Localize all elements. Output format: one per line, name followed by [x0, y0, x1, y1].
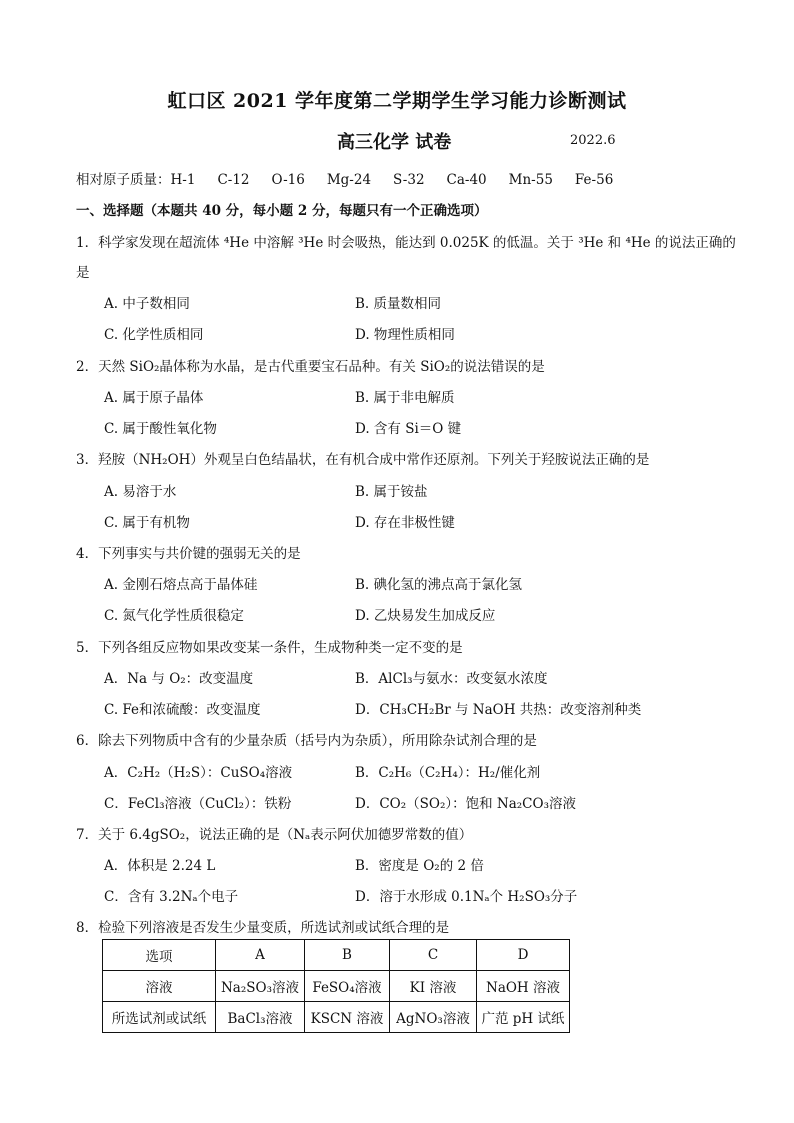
q5-option-a: A．Na 与 O₂：改变温度 — [104, 671, 254, 687]
mass-item: Mn-55 — [508, 172, 553, 188]
question-4-stem: 4．下列事实与共价键的强弱无关的是 — [76, 546, 301, 562]
q3-option-a: A. 易溶于水 — [104, 484, 177, 500]
table-cell: 选项 — [103, 940, 216, 971]
question-2-stem: 2．天然 SiO₂晶体称为水晶，是古代重要宝石品种。有关 SiO₂的说法错误的是 — [76, 359, 545, 375]
mass-item: Ca-40 — [446, 172, 487, 188]
table-cell: NaOH 溶液 — [477, 971, 570, 1002]
table-cell: C — [390, 940, 477, 971]
table-cell: 广范 pH 试纸 — [477, 1002, 570, 1033]
q7-option-b: B．密度是 O₂的 2 倍 — [355, 858, 484, 874]
q7-option-c: C．含有 3.2Nₐ个电子 — [104, 889, 239, 905]
q1-option-c: C. 化学性质相同 — [104, 327, 204, 343]
question-8-stem: 8．检验下列溶液是否发生少量变质，所选试剂或试纸合理的是 — [76, 920, 450, 936]
table-row — [103, 1002, 570, 1033]
exam-title: 虹口区 2021 学年度第二学期学生学习能力诊断测试 — [167, 90, 627, 112]
exam-subtitle: 高三化学 试卷 — [337, 132, 452, 153]
question-7-stem: 7．关于 6.4gSO₂，说法正确的是（Nₐ表示阿伏加德罗常数的值） — [76, 827, 473, 843]
table-cell: B — [305, 940, 390, 971]
table-cell: BaCl₃溶液 — [216, 1002, 305, 1033]
section-heading: 一、选择题（本题共 40 分，每小题 2 分，每题只有一个正确选项） — [76, 203, 488, 219]
q5-option-c: C. Fe和浓硫酸：改变温度 — [104, 702, 261, 718]
table-cell: D — [477, 940, 570, 971]
mass-item: S-32 — [393, 172, 425, 188]
mass-item: O-16 — [271, 172, 305, 188]
atomic-masses — [76, 168, 635, 188]
question-5-stem: 5．下列各组反应物如果改变某一条件，生成物种类一定不变的是 — [76, 640, 463, 656]
q8-table — [102, 939, 570, 1033]
q4-option-d: D. 乙炔易发生加成反应 — [355, 608, 496, 624]
q4-option-b: B. 碘化氢的沸点高于氯化氢 — [355, 577, 523, 593]
table-cell: A — [216, 940, 305, 971]
table-cell: KI 溶液 — [390, 971, 477, 1002]
question-6-stem: 6．除去下列物质中含有的少量杂质（括号内为杂质），所用除杂试剂合理的是 — [76, 733, 537, 749]
q3-option-b: B. 属于铵盐 — [355, 484, 428, 500]
q7-option-a: A．体积是 2.24 L — [104, 858, 216, 874]
mass-item: H-1 — [170, 172, 196, 188]
mass-item: C-12 — [217, 172, 250, 188]
table-cell: KSCN 溶液 — [305, 1002, 390, 1033]
q3-option-d: D. 存在非极性键 — [355, 515, 455, 531]
exam-date: 2022.6 — [570, 133, 616, 148]
mass-item: Fe-56 — [574, 172, 614, 188]
atomic-masses-label: 相对原子质量： — [76, 172, 171, 188]
question-1-stem-cont: 是 — [76, 265, 90, 281]
q6-option-c: C．FeCl₃溶液（CuCl₂）：铁粉 — [104, 796, 292, 812]
table-cell: 所选试剂或试纸 — [103, 1002, 216, 1033]
q1-option-a: A. 中子数相同 — [104, 296, 190, 312]
q3-option-c: C. 属于有机物 — [104, 515, 190, 531]
table-cell: 溶液 — [103, 971, 216, 1002]
q6-option-d: D．CO₂（SO₂）：饱和 Na₂CO₃溶液 — [355, 796, 576, 812]
q1-option-b: B. 质量数相同 — [355, 296, 442, 312]
q7-option-d: D．溶于水形成 0.1Nₐ个 H₂SO₃分子 — [355, 889, 578, 905]
q6-option-b: B．C₂H₆（C₂H₄）：H₂/催化剂 — [355, 765, 541, 781]
q2-option-b: B. 属于非电解质 — [355, 390, 455, 406]
q2-option-c: C. 属于酸性氧化物 — [104, 421, 217, 437]
mass-item: Mg-24 — [326, 172, 372, 188]
q2-option-d: D. 含有 Si＝O 键 — [355, 421, 462, 437]
q4-option-c: C. 氮气化学性质很稳定 — [104, 608, 244, 624]
table-row — [103, 940, 570, 971]
question-1-stem: 1．科学家发现在超流体 ⁴He 中溶解 ³He 时会吸热，能达到 0.025K 的低温。关于 ³He 和 ⁴He 的说法正确的 — [76, 235, 736, 251]
table-cell: AgNO₃溶液 — [390, 1002, 477, 1033]
q1-option-d: D. 物理性质相同 — [355, 327, 455, 343]
q5-option-b: B．AlCl₃与氨水：改变氨水浓度 — [355, 671, 548, 687]
table-cell: Na₂SO₃溶液 — [216, 971, 305, 1002]
q6-option-a: A．C₂H₂（H₂S）：CuSO₄溶液 — [104, 765, 293, 781]
table-cell: FeSO₄溶液 — [305, 971, 390, 1002]
q5-option-d: D．CH₃CH₂Br 与 NaOH 共热：改变溶剂种类 — [355, 702, 642, 718]
question-3-stem: 3．羟胺（NH₂OH）外观呈白色结晶状，在有机合成中常作还原剂。下列关于羟胺说法正确的是 — [76, 452, 650, 468]
table-row — [103, 971, 570, 1002]
q2-option-a: A. 属于原子晶体 — [104, 390, 204, 406]
q4-option-a: A. 金刚石熔点高于晶体硅 — [104, 577, 258, 593]
